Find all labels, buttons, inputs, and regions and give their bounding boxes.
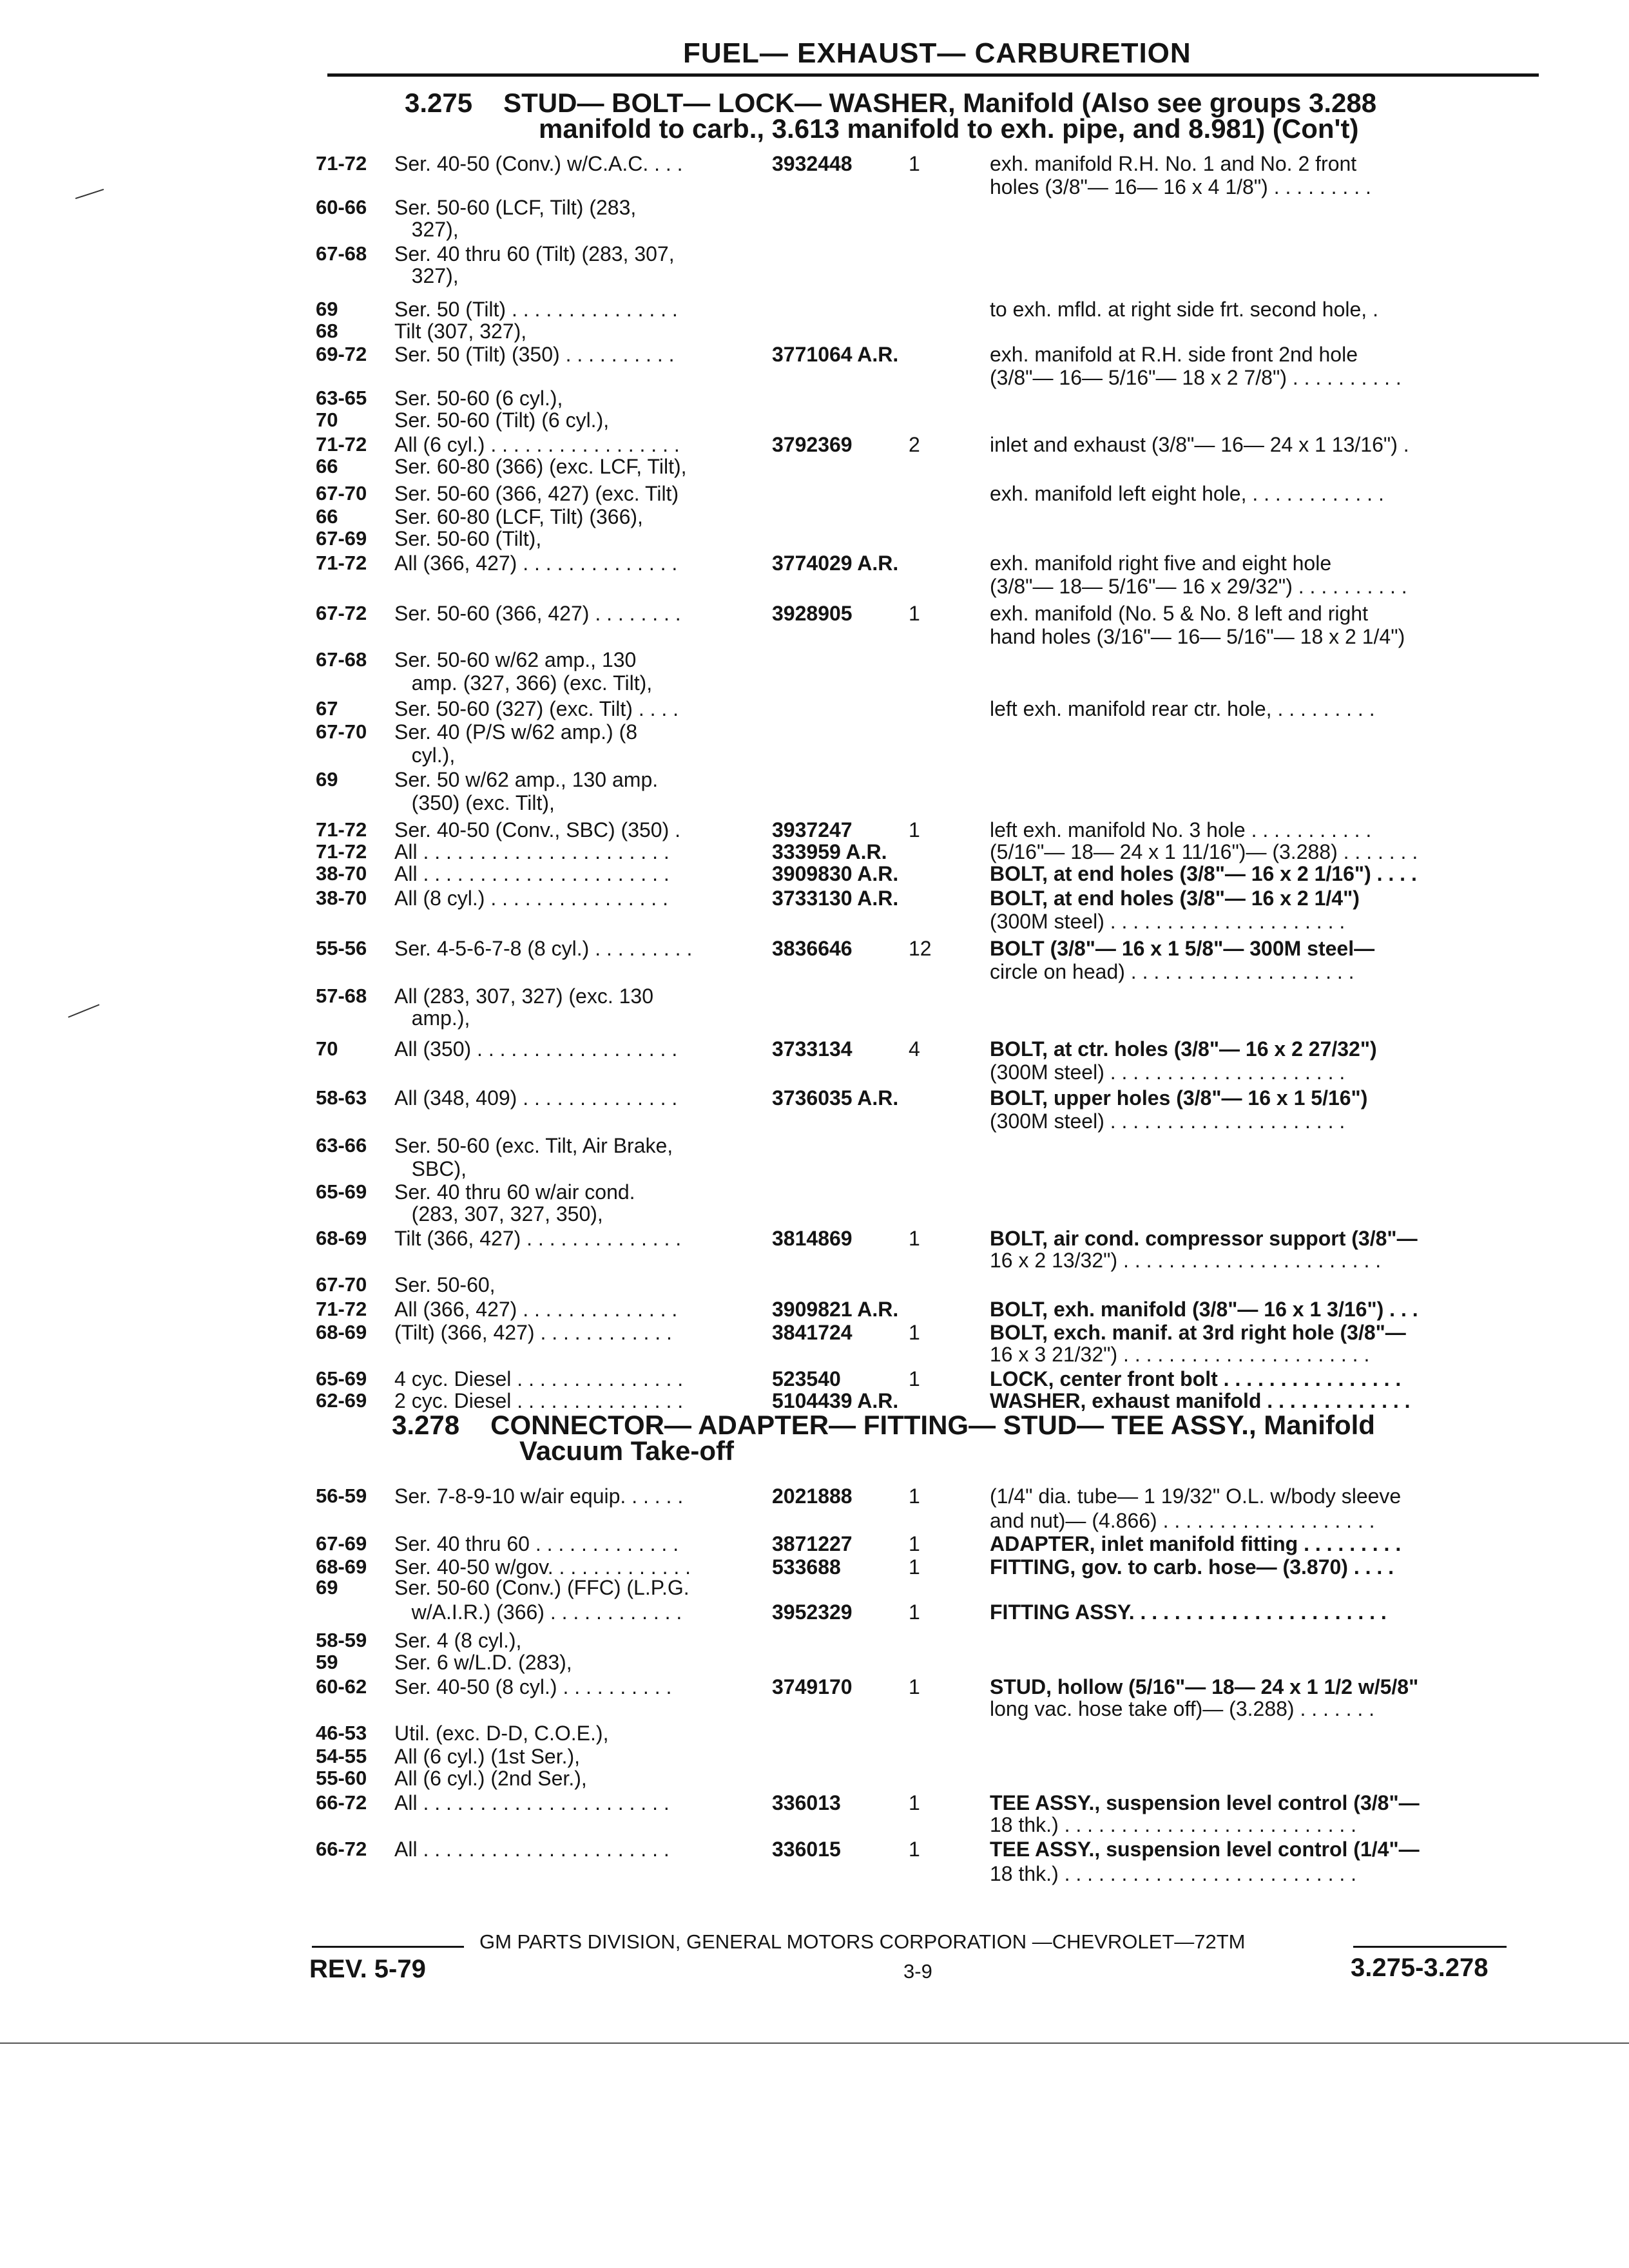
part-number: 3733134	[772, 1037, 853, 1061]
part-number: 5104439 A.R.	[772, 1389, 899, 1412]
model-years: 68-69	[316, 1555, 367, 1578]
quantity: 2	[909, 433, 920, 456]
table-row	[316, 1813, 1540, 1838]
part-note: BOLT (3/8"— 16 x 1 5/8"— 300M steel—	[990, 937, 1375, 960]
part-number: 3952329	[772, 1600, 853, 1624]
application-description: (350) (exc. Tilt),	[394, 791, 555, 814]
application-description: Util. (exc. D-D, C.O.E.),	[394, 1722, 609, 1745]
quantity: 1	[909, 1227, 920, 1250]
model-years: 66-72	[316, 1838, 367, 1860]
application-description: Ser. 40-50 (8 cyl.) . . . . . . . . . .	[394, 1675, 672, 1698]
table-row	[316, 387, 1540, 411]
part-note: (1/4" dia. tube— 1 19/32" O.L. w/body sleeve	[990, 1485, 1402, 1508]
table-row	[316, 1367, 1540, 1392]
part-note: (300M steel) . . . . . . . . . . . . . . . . . . . . .	[990, 1110, 1345, 1133]
table-row	[316, 1791, 1540, 1816]
model-years: 71-72	[316, 818, 367, 841]
model-years: 69	[316, 298, 338, 320]
table-row	[316, 455, 1540, 479]
application-description: Ser. 50-60 (exc. Tilt, Air Brake,	[394, 1134, 673, 1157]
model-years: 71-72	[316, 840, 367, 863]
table-row	[316, 196, 1540, 220]
application-description: (283, 307, 327, 350),	[394, 1202, 603, 1225]
table-row	[316, 1202, 1540, 1227]
application-description: Ser. 50-60 (LCF, Tilt) (283,	[394, 196, 637, 219]
part-note: 16 x 3 21/32") . . . . . . . . . . . . . . . . . . . . . .	[990, 1343, 1370, 1366]
model-years: 71-72	[316, 152, 367, 175]
model-years: 58-63	[316, 1086, 367, 1109]
bottom-rule	[0, 2042, 1629, 2044]
table-row	[316, 1485, 1540, 1509]
table-row	[316, 433, 1540, 457]
application-description: Ser. 50-60 (366, 427) (exc. Tilt)	[394, 482, 679, 505]
model-years: 55-60	[316, 1767, 367, 1789]
part-note: 18 thk.) . . . . . . . . . . . . . . . . . . . . . . . . . .	[990, 1862, 1357, 1885]
part-note: LOCK, center front bolt . . . . . . . . . . . . . . . .	[990, 1367, 1402, 1390]
application-description: 4 cyc. Diesel . . . . . . . . . . . . . . .	[394, 1367, 684, 1390]
application-description: Ser. 40 thru 60 (Tilt) (283, 307,	[394, 242, 675, 265]
table-row	[316, 1509, 1540, 1533]
quantity: 1	[909, 1367, 920, 1390]
model-years: 63-65	[316, 387, 367, 409]
table-row	[316, 1576, 1540, 1600]
table-row	[316, 320, 1540, 344]
application-description: All (348, 409) . . . . . . . . . . . . . .	[394, 1086, 678, 1110]
part-number: 523540	[772, 1367, 841, 1390]
application-description: Ser. 50 (Tilt) (350) . . . . . . . . . .	[394, 343, 675, 366]
table-row	[316, 602, 1540, 626]
parts-table	[316, 0, 1540, 1933]
model-years: 71-72	[316, 433, 367, 456]
table-row	[316, 1343, 1540, 1367]
group-number: 3.278	[392, 1410, 460, 1440]
model-years: 68-69	[316, 1227, 367, 1249]
part-note: inlet and exhaust (3/8"— 16— 24 x 1 13/16") .	[990, 433, 1409, 456]
application-description: w/A.I.R.) (366) . . . . . . . . . . . .	[394, 1600, 682, 1624]
group-subtitle: manifold to carb., 3.613 manifold to exh. pipe, and 8.981) (Con't)	[539, 113, 1359, 144]
table-row	[316, 527, 1540, 552]
part-note: TEE ASSY., suspension level control (3/8"—	[990, 1791, 1420, 1814]
model-years: 67-72	[316, 602, 367, 624]
table-row	[316, 1651, 1540, 1675]
part-note: exh. manifold right five and eight hole	[990, 552, 1332, 575]
application-description: Ser. 40-50 (Conv.) w/C.A.C. . . .	[394, 152, 683, 175]
model-years: 66	[316, 505, 338, 528]
quantity: 1	[909, 1838, 920, 1861]
part-note: long vac. hose take off)— (3.288) . . . . . . .	[990, 1697, 1375, 1720]
table-row	[316, 552, 1540, 576]
model-years: 60-62	[316, 1675, 367, 1698]
table-row	[316, 862, 1540, 887]
table-row	[316, 625, 1540, 649]
part-note: exh. manifold R.H. No. 1 and No. 2 front	[990, 152, 1357, 175]
part-note: FITTING, gov. to carb. hose— (3.870) . . . .	[990, 1555, 1394, 1579]
model-years: 68	[316, 320, 338, 342]
application-description: Ser. 6 w/L.D. (283),	[394, 1651, 572, 1674]
application-description: Ser. 50-60 (Tilt),	[394, 527, 542, 550]
part-note: (3/8"— 18— 5/16"— 16 x 29/32") . . . . . . . . . .	[990, 575, 1407, 598]
part-note: (300M steel) . . . . . . . . . . . . . . . . . . . . .	[990, 1061, 1345, 1084]
model-years: 71-72	[316, 552, 367, 574]
scan-mark	[75, 189, 104, 199]
model-years: 66-72	[316, 1791, 367, 1814]
footer-rule-right	[1353, 1946, 1507, 1948]
table-row	[316, 575, 1540, 599]
model-years: 69	[316, 1576, 338, 1599]
table-row	[316, 791, 1540, 816]
application-description: All (283, 307, 327) (exc. 130	[394, 985, 654, 1008]
part-note: and nut)— (4.866) . . . . . . . . . . . . . . . . . . .	[990, 1509, 1375, 1532]
table-row	[316, 840, 1540, 865]
table-row	[316, 1110, 1540, 1134]
part-note: BOLT, at ctr. holes (3/8"— 16 x 2 27/32")	[990, 1037, 1377, 1061]
table-row	[316, 264, 1540, 289]
table-row	[316, 768, 1540, 793]
part-note: BOLT, at end holes (3/8"— 16 x 2 1/16") . . . .	[990, 862, 1417, 885]
model-years: 67-69	[316, 527, 367, 550]
quantity: 1	[909, 1532, 920, 1555]
application-description: Ser. 7-8-9-10 w/air equip. . . . . .	[394, 1485, 684, 1508]
footer-rule-left	[312, 1946, 464, 1948]
application-description: amp. (327, 366) (exc. Tilt),	[394, 671, 653, 695]
model-years: 65-69	[316, 1367, 367, 1390]
table-row	[316, 1838, 1540, 1862]
part-note: WASHER, exhaust manifold . . . . . . . . . . . . .	[990, 1389, 1411, 1412]
application-description: Ser. 50-60 (366, 427) . . . . . . . .	[394, 602, 681, 625]
application-description: Ser. 50-60 (Conv.) (FFC) (L.P.G.	[394, 1576, 689, 1599]
model-years: 70	[316, 1037, 338, 1060]
footer-page-number: 3-9	[903, 1960, 932, 1983]
table-row	[316, 887, 1540, 911]
table-row	[316, 1298, 1540, 1322]
table-row	[316, 1180, 1540, 1205]
table-row	[316, 1600, 1540, 1625]
page-title: FUEL— EXHAUST— CARBURETION	[683, 37, 1191, 69]
application-description: All (6 cyl.) (2nd Ser.),	[394, 1767, 587, 1790]
part-number: 3771064 A.R.	[772, 343, 899, 366]
application-description: All (366, 427) . . . . . . . . . . . . . .	[394, 552, 678, 575]
application-description: Ser. 50 (Tilt) . . . . . . . . . . . . . . .	[394, 298, 678, 321]
application-description: Ser. 4 (8 cyl.),	[394, 1629, 522, 1652]
table-row	[316, 1675, 1540, 1700]
table-row	[316, 482, 1540, 506]
model-years: 62-69	[316, 1389, 367, 1412]
table-row	[316, 910, 1540, 934]
part-number: 3792369	[772, 433, 853, 456]
model-years: 65-69	[316, 1180, 367, 1203]
part-note: BOLT, air cond. compressor support (3/8"—	[990, 1227, 1418, 1250]
part-number: 3814869	[772, 1227, 853, 1250]
table-row	[316, 720, 1540, 745]
table-row	[316, 1532, 1540, 1557]
model-years: 67-68	[316, 242, 367, 265]
part-number: 3841724	[772, 1321, 853, 1344]
application-description: 327),	[394, 218, 459, 241]
part-note: FITTING ASSY. . . . . . . . . . . . . . . . . . . . . . .	[990, 1600, 1387, 1624]
table-row	[316, 1722, 1540, 1746]
part-number: 3909830 A.R.	[772, 862, 899, 885]
part-number: 3937247	[772, 818, 853, 841]
part-note: (3/8"— 16— 5/16"— 18 x 2 7/8") . . . . . . . . . .	[990, 366, 1402, 389]
application-description: All (8 cyl.) . . . . . . . . . . . . . . . .	[394, 887, 668, 910]
part-number: 3736035 A.R.	[772, 1086, 899, 1110]
table-row	[316, 744, 1540, 768]
application-description: cyl.),	[394, 744, 456, 767]
application-description: All . . . . . . . . . . . . . . . . . . . . . .	[394, 1791, 670, 1814]
table-row	[316, 218, 1540, 242]
part-number: 533688	[772, 1555, 841, 1579]
part-note: exh. manifold at R.H. side front 2nd hole	[990, 343, 1358, 366]
part-note: to exh. mfld. at right side frt. second hole, .	[990, 298, 1378, 321]
application-description: Ser. 60-80 (366) (exc. LCF, Tilt),	[394, 455, 687, 478]
application-description: Ser. 50-60 (6 cyl.),	[394, 387, 563, 410]
model-years: 38-70	[316, 887, 367, 909]
application-description: 2 cyc. Diesel . . . . . . . . . . . . . . .	[394, 1389, 684, 1412]
table-row	[316, 505, 1540, 530]
quantity: 4	[909, 1037, 920, 1061]
application-description: Ser. 40 thru 60 . . . . . . . . . . . . .	[394, 1532, 679, 1555]
part-note: hand holes (3/16"— 16— 5/16"— 18 x 2 1/4")	[990, 625, 1405, 648]
part-note: ADAPTER, inlet manifold fitting . . . . . . . . .	[990, 1532, 1402, 1555]
quantity: 1	[909, 152, 920, 175]
application-description: All (6 cyl.) (1st Ser.),	[394, 1745, 581, 1768]
part-note: 18 thk.) . . . . . . . . . . . . . . . . . . . . . . . . . .	[990, 1813, 1357, 1836]
table-row	[316, 1157, 1540, 1182]
model-years: 38-70	[316, 862, 367, 885]
model-years: 67-70	[316, 482, 367, 505]
application-description: All . . . . . . . . . . . . . . . . . . . . . .	[394, 840, 670, 863]
application-description: All . . . . . . . . . . . . . . . . . . . . . .	[394, 1838, 670, 1861]
part-number: 333959 A.R.	[772, 840, 887, 863]
table-row	[316, 937, 1540, 961]
part-note: (300M steel) . . . . . . . . . . . . . . . . . . . . .	[990, 910, 1345, 933]
part-number: 3928905	[772, 602, 853, 625]
model-years: 70	[316, 408, 338, 431]
part-note: BOLT, exh. manifold (3/8"— 16 x 1 3/16") . . .	[990, 1298, 1418, 1321]
part-number: 3836646	[772, 937, 853, 960]
quantity: 1	[909, 1485, 920, 1508]
quantity: 12	[909, 937, 932, 960]
table-row	[316, 298, 1540, 322]
application-description: SBC),	[394, 1157, 467, 1180]
application-description: Tilt (366, 427) . . . . . . . . . . . . . .	[394, 1227, 682, 1250]
quantity: 1	[909, 1675, 920, 1698]
scan-mark	[68, 1004, 100, 1017]
model-years: 69-72	[316, 343, 367, 365]
application-description: Ser. 50-60,	[394, 1273, 496, 1296]
part-note: BOLT, at end holes (3/8"— 16 x 2 1/4")	[990, 887, 1360, 910]
model-years: 67-69	[316, 1532, 367, 1555]
table-row	[316, 1321, 1540, 1345]
application-description: Ser. 40 (P/S w/62 amp.) (8	[394, 720, 638, 744]
model-years: 57-68	[316, 985, 367, 1007]
model-years: 59	[316, 1651, 338, 1673]
footer-revision: REV. 5-79	[309, 1955, 426, 1983]
table-row	[316, 1086, 1540, 1111]
quantity: 1	[909, 1791, 920, 1814]
part-note: STUD, hollow (5/16"— 18— 24 x 1 1/2 w/5/8"	[990, 1675, 1419, 1698]
application-description: All (6 cyl.) . . . . . . . . . . . . . . . . .	[394, 433, 680, 456]
model-years: 67-70	[316, 1273, 367, 1296]
table-row	[316, 1227, 1540, 1251]
group-title: STUD— BOLT— LOCK— WASHER, Manifold (Also see groups 3.288	[503, 88, 1377, 118]
model-years: 68-69	[316, 1321, 367, 1343]
table-row	[316, 1629, 1540, 1653]
application-description: All . . . . . . . . . . . . . . . . . . . . . .	[394, 862, 670, 885]
model-years: 71-72	[316, 1298, 367, 1320]
table-row	[316, 1061, 1540, 1085]
model-years: 66	[316, 455, 338, 477]
quantity: 1	[909, 1555, 920, 1579]
application-description: Tilt (307, 327),	[394, 320, 527, 343]
part-note: holes (3/8"— 16— 16 x 4 1/8") . . . . . . . . .	[990, 175, 1371, 198]
model-years: 55-56	[316, 937, 367, 959]
table-row	[316, 408, 1540, 433]
table-row	[316, 1037, 1540, 1062]
application-description: All (366, 427) . . . . . . . . . . . . . .	[394, 1298, 678, 1321]
group-number: 3.275	[405, 88, 473, 118]
part-number: 3871227	[772, 1532, 853, 1555]
model-years: 63-66	[316, 1134, 367, 1157]
part-number: 3733130 A.R.	[772, 887, 899, 910]
model-years: 46-53	[316, 1722, 367, 1744]
table-row	[316, 648, 1540, 673]
footer-corporation: GM PARTS DIVISION, GENERAL MOTORS CORPORATION —CHEVROLET—72TM	[479, 1930, 1246, 1953]
part-number: 2021888	[772, 1485, 853, 1508]
model-years: 58-59	[316, 1629, 367, 1651]
part-number: 3909821 A.R.	[772, 1298, 899, 1321]
application-description: Ser. 50-60 (327) (exc. Tilt) . . . .	[394, 697, 679, 720]
table-row	[316, 818, 1540, 843]
part-note: 16 x 2 13/32") . . . . . . . . . . . . . . . . . . . . . . .	[990, 1249, 1382, 1272]
quantity: 1	[909, 1321, 920, 1344]
table-row	[316, 1006, 1540, 1031]
model-years: 67	[316, 697, 338, 720]
part-note: BOLT, upper holes (3/8"— 16 x 1 5/16")	[990, 1086, 1368, 1110]
table-row	[316, 671, 1540, 696]
group-title: CONNECTOR— ADAPTER— FITTING— STUD— TEE ASSY., Manifold	[490, 1410, 1375, 1440]
table-row	[316, 1134, 1540, 1158]
part-number: 336013	[772, 1791, 841, 1814]
model-years: 67-70	[316, 720, 367, 743]
part-note: circle on head) . . . . . . . . . . . . . . . . . . . .	[990, 960, 1354, 983]
part-note: (5/16"— 18— 24 x 1 11/16")— (3.288) . . . . . . .	[990, 840, 1418, 863]
table-row	[316, 343, 1540, 367]
table-row	[316, 152, 1540, 177]
model-years: 56-59	[316, 1485, 367, 1507]
part-number: 3749170	[772, 1675, 853, 1698]
part-number: 336015	[772, 1838, 841, 1861]
application-description: Ser. 60-80 (LCF, Tilt) (366),	[394, 505, 643, 528]
part-note: left exh. manifold rear ctr. hole, . . . . . . . . .	[990, 697, 1375, 720]
application-description: amp.),	[394, 1006, 470, 1030]
quantity: 1	[909, 602, 920, 625]
part-note: BOLT, exch. manif. at 3rd right hole (3/8"—	[990, 1321, 1406, 1344]
table-row	[316, 1767, 1540, 1791]
table-row	[316, 1862, 1540, 1887]
table-row	[316, 1249, 1540, 1273]
application-description: Ser. 4-5-6-7-8 (8 cyl.) . . . . . . . . .	[394, 937, 693, 960]
part-note: exh. manifold left eight hole, . . . . . . . . . . . .	[990, 482, 1384, 505]
part-note: TEE ASSY., suspension level control (1/4"—	[990, 1838, 1420, 1861]
group-subtitle: Vacuum Take-off	[519, 1436, 734, 1466]
table-row	[316, 1273, 1540, 1298]
application-description: Ser. 40-50 w/gov. . . . . . . . . . . . .	[394, 1555, 691, 1579]
application-description: Ser. 50-60 (Tilt) (6 cyl.),	[394, 408, 610, 432]
model-years: 69	[316, 768, 338, 791]
table-row	[316, 985, 1540, 1009]
table-row	[316, 960, 1540, 985]
table-row	[316, 1697, 1540, 1722]
application-description: Ser. 50-60 w/62 amp., 130	[394, 648, 637, 671]
table-row	[316, 697, 1540, 722]
part-note: exh. manifold (No. 5 & No. 8 left and right	[990, 602, 1368, 625]
part-number: 3932448	[772, 152, 853, 175]
application-description: 327),	[394, 264, 459, 287]
model-years: 54-55	[316, 1745, 367, 1767]
quantity: 1	[909, 818, 920, 841]
application-description: Ser. 40 thru 60 w/air cond.	[394, 1180, 635, 1204]
model-years: 67-68	[316, 648, 367, 671]
application-description: Ser. 50 w/62 amp., 130 amp.	[394, 768, 659, 791]
part-number: 3774029 A.R.	[772, 552, 899, 575]
quantity: 1	[909, 1600, 920, 1624]
application-description: All (350) . . . . . . . . . . . . . . . . . .	[394, 1037, 678, 1061]
part-note: left exh. manifold No. 3 hole . . . . . . . . . . .	[990, 818, 1372, 841]
table-row	[316, 1745, 1540, 1769]
group-heading-3278	[392, 1412, 1375, 1464]
table-row	[316, 242, 1540, 267]
model-years: 60-66	[316, 196, 367, 218]
footer-group-range: 3.275-3.278	[1351, 1954, 1489, 1982]
application-description: (Tilt) (366, 427) . . . . . . . . . . . .	[394, 1321, 672, 1344]
application-description: Ser. 40-50 (Conv., SBC) (350) .	[394, 818, 681, 841]
